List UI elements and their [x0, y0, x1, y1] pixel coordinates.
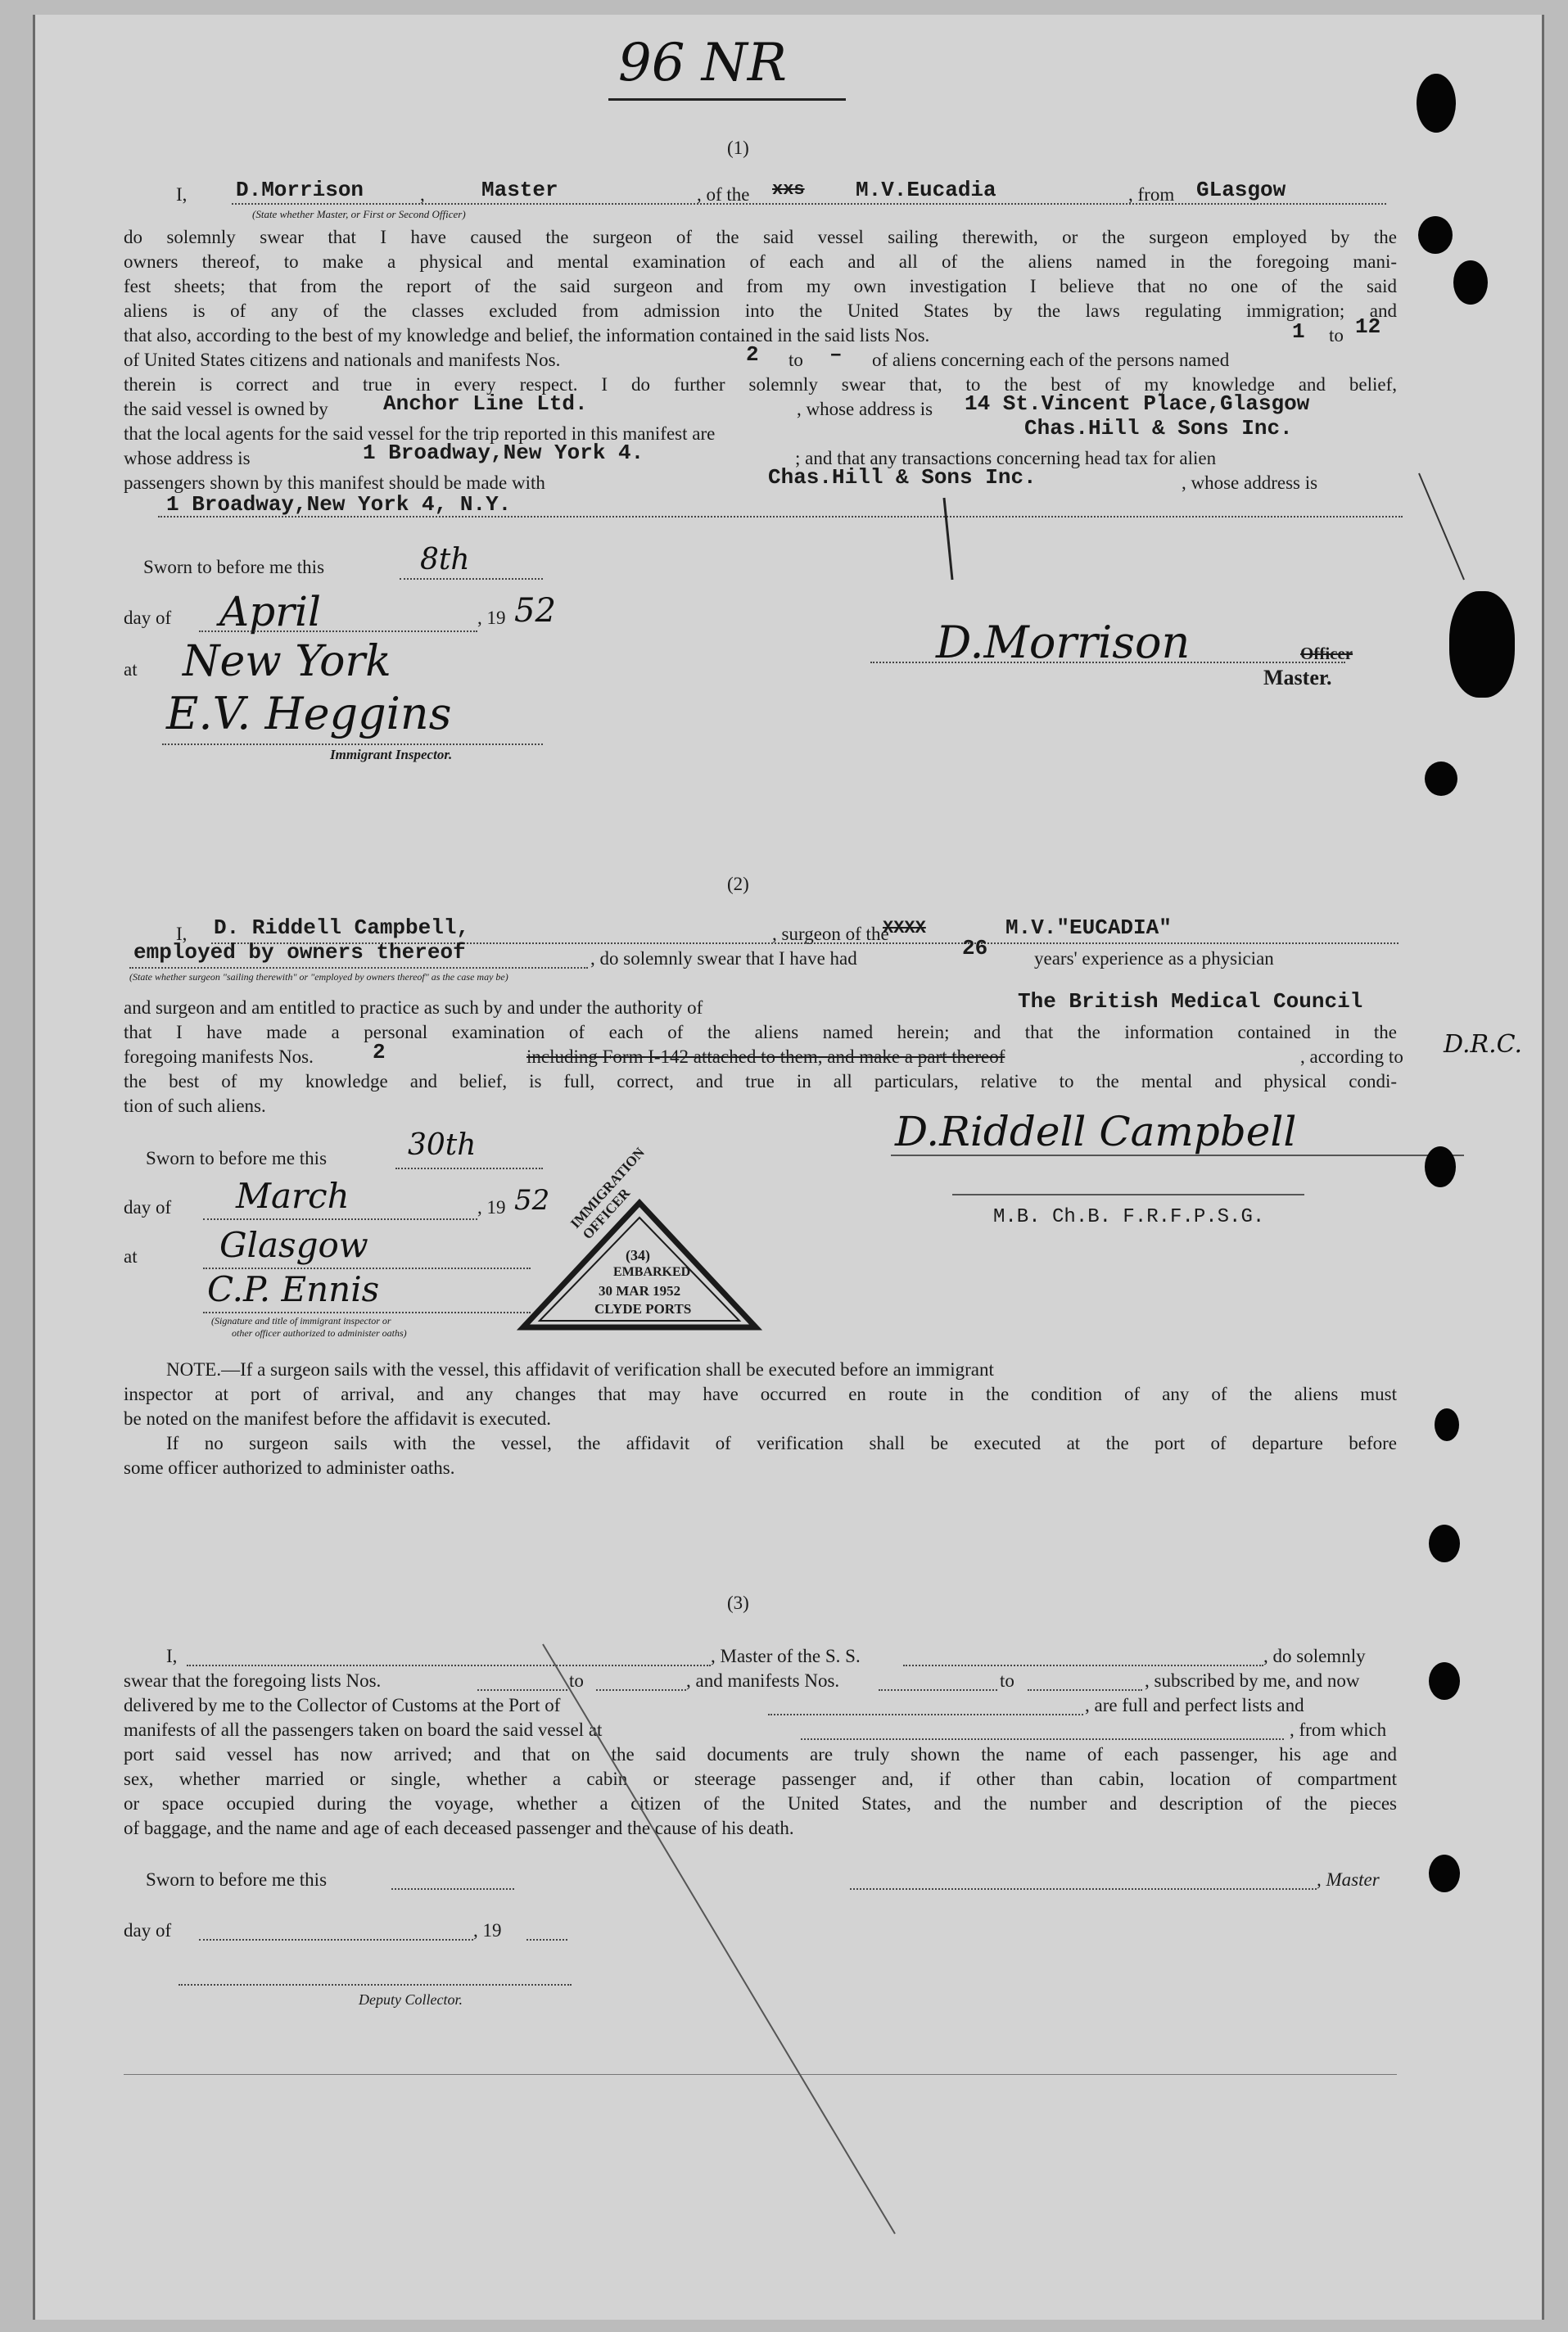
agent-name: Chas.Hill & Sons Inc.: [1024, 416, 1293, 441]
binder-hole-icon: [1449, 591, 1515, 698]
oath-line: the said vessel is owned by: [124, 399, 328, 419]
oath-line: , subscribed by me, and now: [1145, 1670, 1360, 1691]
oath-line: to: [1000, 1670, 1014, 1691]
owner-name: Anchor Line Ltd.: [383, 391, 588, 416]
sworn-label: Sworn to before me this: [143, 557, 325, 577]
note-text-2: inspector at port of arrival, and any changes that may have occurred en route in the condition of any of the aliens must: [124, 1384, 1397, 1404]
sworn-day: 8th: [420, 543, 470, 576]
oath-line: of baggage, and the name and age of each deceased passenger and the cause of his death.: [124, 1818, 794, 1838]
oath-line: I,: [166, 1646, 178, 1666]
master-label-3: , Master: [1317, 1869, 1380, 1890]
oath-line: whose address is: [124, 448, 251, 468]
oath-line: , according to: [1300, 1046, 1403, 1067]
note-text-1: —If a surgeon sails with the vessel, this affidavit of verification shall be executed before an immigrant: [221, 1359, 994, 1380]
note-text-3: be noted on the manifest before the affidavit is executed.: [124, 1408, 551, 1429]
inspector-signature: E.V. Heggins: [166, 688, 452, 739]
year-prefix: , 19: [473, 1920, 502, 1941]
day-of-label: day of: [124, 1197, 172, 1218]
oath-line: fest sheets; that from the report of the said surgeon and from my own investigation I believe that no one of the said: [124, 276, 1397, 296]
manifest-page: [33, 15, 1544, 2320]
note-text-5: some officer authorized to administer oaths.: [124, 1458, 455, 1478]
struck-ss: XXXX: [883, 918, 926, 938]
sworn-year-2: 52: [514, 1184, 550, 1217]
sworn-place: New York: [183, 637, 391, 686]
section-2-number: (2): [727, 874, 749, 894]
oath-line: , Master of the S. S.: [711, 1646, 861, 1666]
struck-ss: xxs: [772, 179, 805, 200]
tax-agent-address: 1 Broadway,New York 4, N.Y.: [166, 492, 512, 517]
manifests-from: 2: [746, 342, 759, 367]
stamp-date: 30 MAR 1952: [599, 1283, 681, 1299]
struck-officer: Officer: [1300, 644, 1353, 663]
oath-line: or space occupied during the voyage, whether a citizen of the United States, and the number and description of the pieces: [124, 1793, 1397, 1814]
port-of-departure: GLasgow: [1196, 178, 1286, 202]
oath-line: therein is correct and true in every respect. I do further solemnly swear that, to the best of my knowledge and belief,: [124, 374, 1397, 395]
master-signature: D.Morrison: [936, 617, 1191, 668]
year-prefix: , 19: [477, 608, 506, 628]
oath-line: foregoing manifests Nos.: [124, 1046, 314, 1067]
lists-to: 12: [1355, 314, 1381, 339]
binder-hole-icon: [1425, 1146, 1456, 1187]
manifest-nos: 2: [373, 1040, 386, 1064]
binder-hole-icon: [1453, 260, 1488, 305]
oath-line: ; and that any transactions concerning head tax for alien: [795, 448, 1217, 468]
oath-line: port said vessel has now arrived; and that on the said documents are truly shown the name of each passenger, his age and: [124, 1744, 1397, 1765]
oath-line: manifests of all the passengers taken on board the said vessel at: [124, 1720, 603, 1740]
stamp-embarked: EMBARKED: [613, 1265, 691, 1279]
surgeon-qualifications: M.B. Ch.B. F.R.F.P.S.G.: [993, 1206, 1265, 1228]
i-label: I,: [176, 184, 188, 205]
master-label: Master.: [1263, 666, 1332, 689]
agent-address: 1 Broadway,New York 4.: [363, 441, 644, 465]
sworn-label: Sworn to before me this: [146, 1869, 328, 1890]
binder-hole-icon: [1425, 762, 1457, 796]
surgeon-employment: employed by owners thereof: [133, 940, 466, 965]
day-of-label: day of: [124, 1920, 172, 1941]
oath-line: of aliens concerning each of the persons named: [872, 350, 1230, 370]
surgeon-signature: D.Riddell Campbell: [895, 1108, 1297, 1155]
oath-line: tion of such aliens.: [124, 1096, 266, 1116]
oath-line: the best of my knowledge and belief, is full, correct, and true in all particulars, relative to the mental and physical condi-: [124, 1071, 1397, 1091]
owner-address: 14 St.Vincent Place,Glasgow: [965, 391, 1310, 416]
vessel-name-2: M.V."EUCADIA": [1005, 915, 1172, 940]
oath-line: , do solemnly: [1263, 1646, 1366, 1666]
oath-line: , from which: [1290, 1720, 1387, 1740]
sworn-year: 52: [514, 592, 556, 630]
stamp-top-text: IMMIGRATION OFFICER: [567, 1144, 648, 1243]
stamp-port: CLYDE PORTS: [594, 1301, 692, 1317]
inspector-title: Immigrant Inspector.: [330, 747, 453, 762]
oath-line: delivered by me to the Collector of Customs at the Port of: [124, 1695, 561, 1715]
oath-line: , and manifests Nos.: [686, 1670, 840, 1691]
surgeon-initials: D.R.C.: [1444, 1030, 1523, 1059]
sig-note-1: (Signature and title of immigrant inspector or: [211, 1315, 391, 1326]
oath-line: aliens is of any of the classes excluded from admission into the United States by the laws regulating immigration; and: [124, 301, 1397, 321]
sworn-day-2: 30th: [408, 1128, 477, 1162]
manifest-number: 96 NR: [618, 33, 787, 93]
medical-authority: The British Medical Council: [1018, 989, 1363, 1014]
oath-line: , whose address is: [797, 399, 933, 419]
oath-line: that also, according to the best of my knowledge and belief, the information contained in the said lists Nos.: [124, 325, 930, 346]
oath-line: and surgeon and am entitled to practice as such by and under the authority of: [124, 997, 703, 1018]
oath-line: owners thereof, to make a physical and mental examination of each and all of the aliens named in the foregoing mani-: [124, 251, 1397, 272]
master-rank: Master: [481, 178, 558, 202]
tax-agent-name: Chas.Hill & Sons Inc.: [768, 465, 1037, 490]
oath-line: , do solemnly swear that I have had: [590, 948, 857, 969]
vessel-name: M.V.Eucadia: [856, 178, 996, 202]
day-of-label: day of: [124, 608, 172, 628]
i-label: I,: [176, 924, 188, 944]
binder-hole-icon: [1429, 1662, 1460, 1700]
binder-hole-icon: [1435, 1408, 1459, 1441]
sworn-place-2: Glasgow: [219, 1225, 368, 1265]
binder-hole-icon: [1417, 74, 1456, 133]
comma: ,: [420, 184, 425, 205]
stamp-number: (34): [626, 1247, 650, 1263]
deputy-collector-label: Deputy Collector.: [359, 1991, 463, 2008]
sail-note: (State whether surgeon "sailing therewith" or "employed by owners thereof" as the case may be): [129, 971, 508, 983]
at-label: at: [124, 1246, 138, 1267]
struck-clause: including Form I-142 attached to them, and make a part thereof: [526, 1046, 1005, 1067]
pen-stroke-icon: [35, 15, 1542, 2320]
officer-signature: C.P. Ennis: [207, 1269, 380, 1309]
year-prefix: , 19: [477, 1197, 506, 1218]
to-label: to: [1329, 325, 1344, 346]
sworn-month: April: [219, 588, 321, 635]
oath-line: to: [569, 1670, 584, 1691]
oath-line: , whose address is: [1182, 472, 1318, 493]
oath-line: sex, whether married or single, whether a cabin or steerage passenger and, if other than cabin, location of compartment: [124, 1769, 1397, 1789]
from-label: , from: [1128, 184, 1175, 205]
oath-line: of United States citizens and nationals and manifests Nos.: [124, 350, 561, 370]
sworn-label: Sworn to before me this: [146, 1148, 328, 1168]
binder-hole-icon: [1418, 216, 1453, 254]
binder-hole-icon: [1429, 1855, 1460, 1892]
section-3-number: (3): [727, 1593, 749, 1613]
oath-line: years' experience as a physician: [1034, 948, 1274, 969]
to-label: to: [789, 350, 803, 370]
oath-line: , are full and perfect lists and: [1085, 1695, 1304, 1715]
at-label: at: [124, 659, 138, 680]
binder-hole-icon: [1429, 1525, 1460, 1562]
surgeon-of-label: , surgeon of the: [772, 924, 889, 944]
sworn-month-2: March: [236, 1176, 350, 1216]
manifests-to: –: [829, 342, 843, 367]
section-1-number: (1): [727, 138, 749, 158]
oath-line: swear that the foregoing lists Nos.: [124, 1670, 382, 1691]
rank-note: (State whether Master, or First or Second Officer): [252, 208, 466, 220]
oath-line: passengers shown by this manifest should be made with: [124, 472, 545, 493]
oath-line: that the local agents for the said vessel for the trip reported in this manifest are: [124, 423, 716, 444]
oath-line: that I have made a personal examination of each of the aliens named herein; and that the information contained in the: [124, 1022, 1397, 1042]
surgeon-name: D. Riddell Campbell,: [214, 915, 470, 940]
sig-note-2: other officer authorized to administer oaths): [232, 1327, 407, 1339]
oath-line: do solemnly swear that I have caused the surgeon of the said vessel sailing therewith, or the surgeon employed by the: [124, 227, 1397, 247]
note-label: NOTE.: [166, 1359, 222, 1380]
master-name: D.Morrison: [236, 178, 364, 202]
years-experience: 26: [962, 936, 988, 960]
lists-from: 1: [1292, 319, 1305, 344]
note-text-4: If no surgeon sails with the vessel, the affidavit of verification shall be executed at the port of departure before: [166, 1433, 1397, 1453]
of-the-label: , of the: [697, 184, 750, 205]
